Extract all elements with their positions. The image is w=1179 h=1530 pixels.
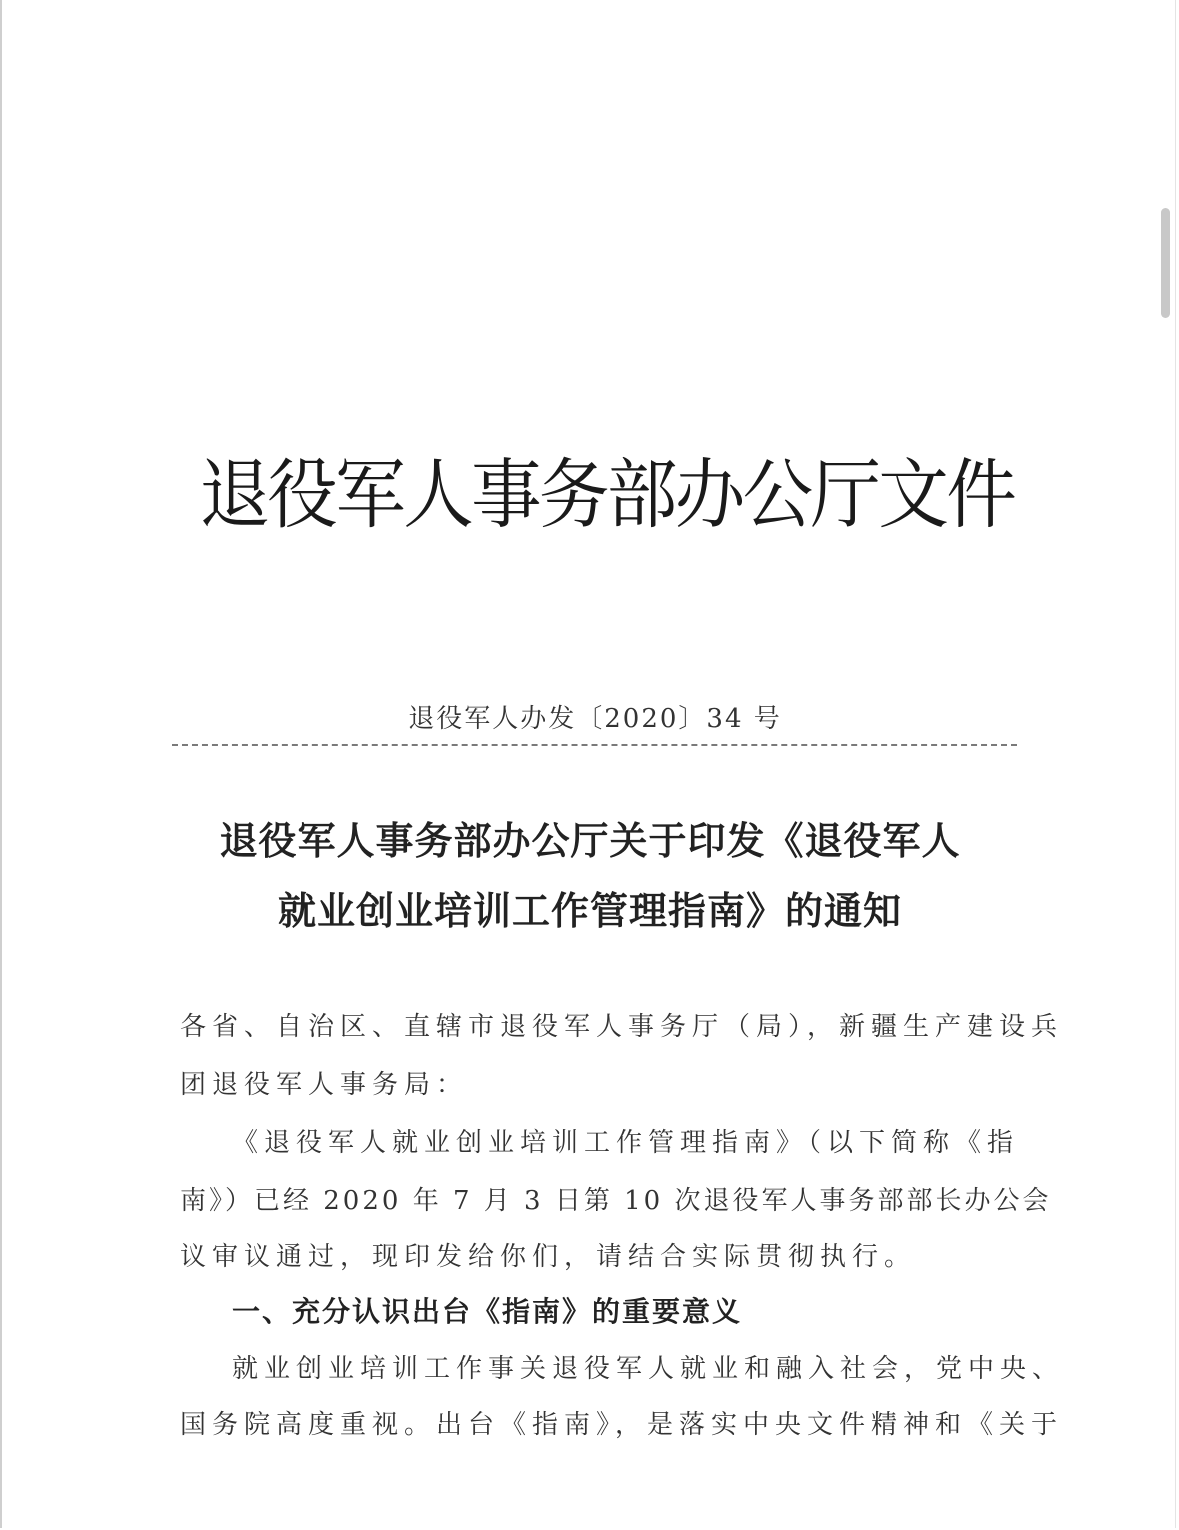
paragraph-line: 南》）已经 2020 年 7 月 3 日第 10 次退役军人事务部部长办公会	[180, 1186, 1052, 1216]
addressee-line-2: 团退役军人事务局：	[180, 1070, 469, 1100]
paragraph-line: 国务院高度重视。出台《指南》，是落实中央文件精神和《关于	[180, 1410, 1064, 1440]
paragraph-line: 《退役军人就业创业培训工作管理指南》（以下简称《指	[232, 1128, 1020, 1158]
document-header: 退役军人事务部办公厅文件	[199, 450, 1015, 539]
paragraph-line: 就业创业培训工作事关退役军人就业和融入社会，党中央、	[232, 1354, 1065, 1384]
scrollbar-thumb[interactable]	[1161, 208, 1170, 318]
document-title-line-2: 就业创业培训工作管理指南》的通知	[277, 888, 902, 933]
document-title-line-1: 退役军人事务部办公厅关于印发《退役军人	[219, 818, 961, 863]
addressee-line-1: 各省、自治区、直辖市退役军人事务厅（局），新疆生产建设兵	[180, 1012, 1064, 1042]
section-heading: 一、充分认识出台《指南》的重要意义	[232, 1295, 743, 1328]
header-divider	[172, 744, 1017, 746]
document-number: 退役军人办发〔2020〕34 号	[408, 704, 782, 734]
paragraph-line: 议审议通过，现印发给你们，请结合实际贯彻执行。	[180, 1242, 917, 1272]
